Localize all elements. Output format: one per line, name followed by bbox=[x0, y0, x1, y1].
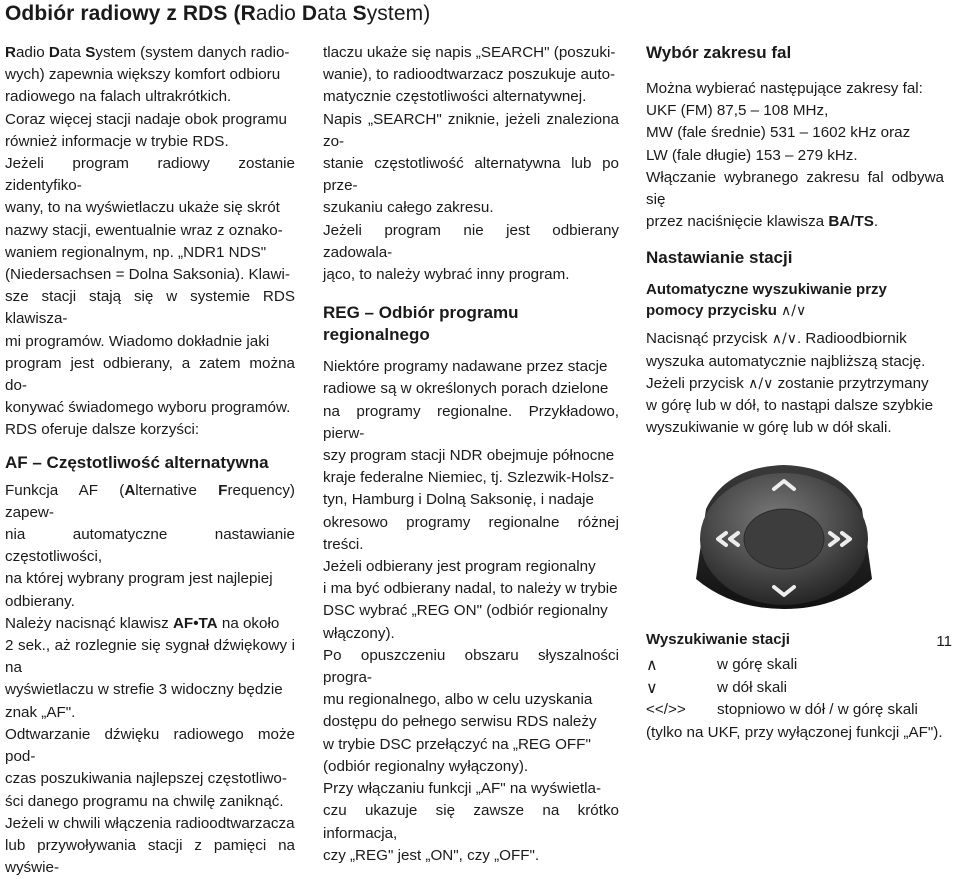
reg-line: szy program stacji NDR obejmuje północne bbox=[323, 447, 615, 465]
double-chevron-icon: <</>> bbox=[646, 701, 686, 719]
reg-line: Jeżeli odbierany jest program regionalny bbox=[323, 558, 596, 576]
af-line: czas poszukiwania najlepszej częstotliwo- bbox=[5, 770, 287, 788]
auto-line: Jeżeli przycisk ∧/∨ zostanie przytrzymany bbox=[646, 374, 929, 392]
reg-line: radiowe są w określonych porach dzielone bbox=[323, 380, 609, 398]
reg-line: Przy włączaniu funkcji „AF" na wyświetla- bbox=[323, 780, 602, 798]
af-line: znak „AF". bbox=[5, 703, 76, 721]
auto-heading-2: pomocy przycisku ∧/∨ bbox=[646, 302, 807, 320]
page-title: Odbiór radiowy z RDS (Radio Data System) bbox=[5, 2, 431, 25]
intro-line: Jeżeli program radiowy zostanie zidentyfiko- bbox=[5, 155, 295, 195]
tuning-knob-illustration bbox=[686, 459, 882, 615]
intro-line: mi programów. Wiadomo dokładnie jaki bbox=[5, 332, 270, 350]
knob-graphic bbox=[686, 459, 882, 615]
reg-line: i ma być odbierany nadal, to należy w trybie bbox=[323, 580, 618, 598]
reg-line: DSC wybrać „REG ON" (odbiór regionalny bbox=[323, 602, 608, 620]
band-line: Włączanie wybranego zakresu fal odbywa się bbox=[646, 168, 944, 209]
chevron-up-icon: ∧ bbox=[646, 655, 658, 675]
af-line: nia automatyczne nastawianie częstotliwości, bbox=[5, 526, 295, 566]
reg-line: czy „REG" jest „ON", czy „OFF". bbox=[323, 846, 540, 864]
intro-line: wany, to na wyświetlaczu ukaże się skrót bbox=[5, 199, 280, 217]
intro-first-line: Radio Data System (system danych radio- bbox=[5, 44, 290, 61]
intro-line: Coraz więcej stacji nadaje obok programu bbox=[5, 110, 287, 128]
af-press-line: Należy nacisnąć klawisz AF•TA na około bbox=[5, 614, 280, 632]
intro-line: program jest odbierany, a zatem można do- bbox=[5, 354, 295, 395]
legend-item-up: ∧ w górę skali bbox=[646, 654, 944, 676]
intro-line: wych) zapewnia większy komfort odbioru bbox=[5, 66, 281, 84]
reg-line: tyn, Hamburg i Dolną Saksonię, i nadaje bbox=[323, 491, 594, 509]
af-line: ści danego programu na chwilę zaniknąć. bbox=[5, 792, 284, 810]
chevron-down-icon: ∨ bbox=[646, 677, 658, 697]
up-down-icon: ∧/∨ bbox=[771, 331, 797, 348]
up-down-icon: ∧/∨ bbox=[781, 303, 807, 320]
auto-heading: Automatyczne wyszukiwanie przy bbox=[646, 281, 887, 299]
af-ta-key-label: AF•TA bbox=[172, 614, 218, 632]
af-line: odbierany. bbox=[5, 592, 75, 610]
reg-line: włączony). bbox=[323, 624, 395, 642]
page-number: 11 bbox=[936, 633, 952, 650]
band-line: UKF (FM) 87,5 – 108 MHz, bbox=[646, 102, 829, 120]
intro-line: sze stacji stają się w systemie RDS klawisza- bbox=[5, 288, 295, 328]
band-line: LW (fale długie) 153 – 279 kHz. bbox=[646, 146, 858, 164]
intro-line: RDS oferuje dalsze korzyści: bbox=[5, 421, 200, 439]
af-line: lub przywoływania stacji z pamięci na wyświe- bbox=[5, 836, 295, 877]
search-line: Jeżeli program nie jest odbierany zadowala- bbox=[323, 221, 619, 261]
intro-line: również informacje w trybie RDS. bbox=[5, 132, 229, 150]
band-last-line: przez naciśnięcie klawisza BA/TS. bbox=[646, 213, 879, 231]
search-line: jąco, to należy wybrać inny program. bbox=[323, 266, 570, 284]
column-1 bbox=[5, 42, 295, 879]
reg-line: Po opuszczeniu obszaru słyszalności progra- bbox=[323, 646, 619, 687]
intro-line: radiowego na falach ultrakrótkich. bbox=[5, 88, 232, 106]
legend-tail: (tylko na UKF, przy wyłączonej funkcji „AF"). bbox=[646, 723, 943, 741]
reg-line: kraje federalne Niemiec, tj. Szlezwik-Holsz- bbox=[323, 469, 615, 487]
reg-line: czu ukazuje się zawsze na krótko informacja, bbox=[323, 802, 619, 842]
tune-heading: Nastawianie stacji bbox=[646, 248, 793, 268]
af-line: Jeżeli w chwili włączenia radioodtwarzacza bbox=[5, 814, 295, 832]
reg-line: na programy regionalne. Przykładowo, pierw- bbox=[323, 402, 619, 442]
intro-line: konywać świadomego wyboru programów. bbox=[5, 399, 291, 417]
search-line: szukaniu całego zakresu. bbox=[323, 199, 494, 217]
af-line: Funkcja AF (Alternative Frequency) zapew- bbox=[5, 481, 295, 521]
auto-line: Nacisnąć przycisk ∧/∨. Radioodbiornik bbox=[646, 330, 907, 348]
band-heading: Wybór zakresu fal bbox=[646, 43, 792, 62]
search-line: wanie), to radioodtwarzacz poszukuje auto- bbox=[323, 66, 616, 84]
band-line: Można wybierać następujące zakresy fal: bbox=[646, 80, 923, 97]
reg-line: w trybie DSC przełączyć na „REG OFF" bbox=[323, 735, 591, 753]
af-line: wyświetlaczu w strefie 3 widoczny będzie bbox=[5, 681, 283, 699]
search-line: tlaczu ukaże się napis „SEARCH" (poszuki- bbox=[323, 44, 616, 61]
column-3 bbox=[646, 42, 944, 744]
af-line: Odtwarzanie dźwięku radiowego może pod- bbox=[5, 725, 295, 766]
search-line: Napis „SEARCH" zniknie, jeżeli znaleziona zo- bbox=[323, 110, 619, 150]
af-line: na której wybrany program jest najlepiej bbox=[5, 570, 273, 588]
reg-line: Niektóre programy nadawane przez stacje bbox=[323, 358, 608, 376]
legend-item-step: <</>> stopniowo w dół / w górę skali bbox=[646, 699, 944, 721]
search-heading: Wyszukiwanie stacji bbox=[646, 631, 790, 649]
search-legend bbox=[646, 654, 944, 721]
reg-heading: REG – Odbiór programu regionalnego bbox=[323, 303, 519, 345]
auto-line: wyszukiwanie w górę lub w dół skali. bbox=[646, 419, 892, 437]
af-heading: AF – Częstotliwość alternatywna bbox=[5, 452, 269, 472]
reg-line: (odbiór regionalny wyłączony). bbox=[323, 757, 529, 775]
reg-line: mu regionalnego, albo w celu uzyskania bbox=[323, 691, 593, 709]
search-line: stanie częstotliwość alternatywna lub po prze- bbox=[323, 155, 619, 195]
auto-line: w górę lub w dół, to nastąpi dalsze szybkie bbox=[646, 397, 934, 415]
column-2 bbox=[323, 42, 619, 867]
intro-line: (Niedersachsen = Dolna Saksonia). Klawi- bbox=[5, 266, 290, 284]
ba-ts-key-label: BA/TS bbox=[828, 213, 874, 231]
auto-line: wyszuka automatycznie najbliższą stację. bbox=[646, 352, 926, 370]
reg-line: okresowo programy regionalne różnej treści. bbox=[323, 513, 619, 553]
legend-item-down: ∨ w dół skali bbox=[646, 677, 944, 699]
search-line: matycznie częstotliwości alternatywnej. bbox=[323, 88, 587, 106]
band-line: MW (fale średnie) 531 – 1602 kHz oraz bbox=[646, 124, 911, 142]
af-line: 2 sek., aż rozlegnie się sygnał dźwiękowy i na bbox=[5, 637, 295, 677]
intro-line: nazwy stacji, ewentualnie wraz z oznako- bbox=[5, 221, 283, 239]
up-down-icon: ∧/∨ bbox=[748, 375, 774, 392]
reg-line: dostępu do pełnego serwisu RDS należy bbox=[323, 713, 597, 731]
intro-line: waniem regionalnym, np. „NDR1 NDS" bbox=[5, 243, 267, 261]
